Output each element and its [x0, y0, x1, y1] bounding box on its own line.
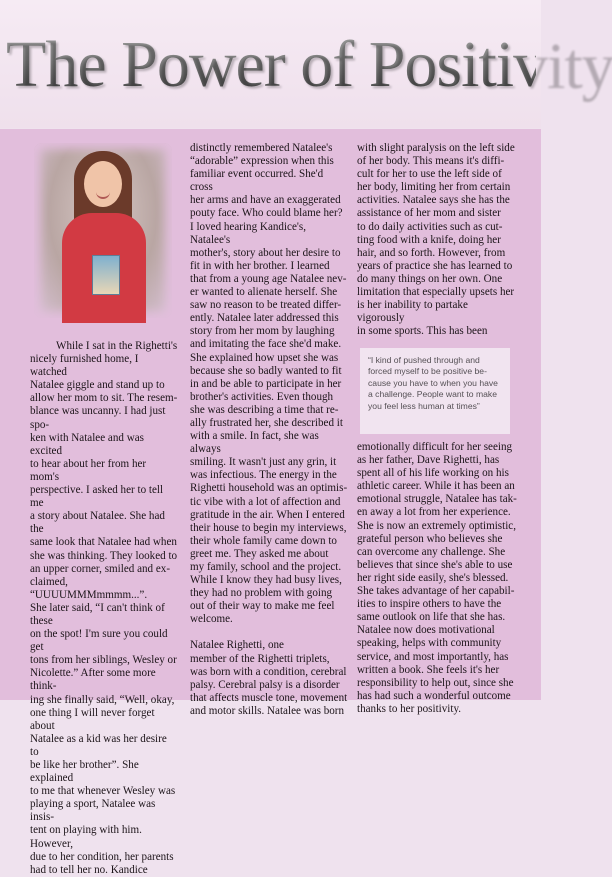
photo-book-shape — [92, 255, 120, 295]
column-2-paragraph-1: distinctly remembered Natalee's “adorable” expression when this familiar event occurred. She'd cross her arms and have an exaggerated pouty face. Who could blame her? I loved hearing Kandice's, Natalee's mother's, story about her desire to fit in with her brother. I learned that from a young age Natalee nev- er wanted to alienate herself. She saw no reason to be treated differ- ently. Natalee later addressed this story from her mom by laughing and imitating the face she'd make. She explained how upset she was because she so badly wanted to fit in and be able to participate in her brother's activities. Even though she was describing a time that re- ally frustrated her, she described it with a smile. In fact, she was always smiling. It wasn't just any grin, it was infectious. The energy in the Righetti household was an optimis- tic vibe with a lot of affection and gratitude in the air. When I entered their house to begin my interviews, their whole family came down to greet me. They asked me about my family, school and the project. While I know they had busy lives, they had no problem with going out of their way to make me feel welcome. — [190, 142, 348, 626]
column-2-paragraph-2: Natalee Righetti, one member of the Righetti triplets, was born with a condition, cerebral palsy. Cerebral palsy is a disorder that affects muscle tone, movement and motor skills. Natalee was born — [190, 639, 348, 717]
column-3-paragraph-1: with slight paralysis on the left side of her body. This means it's diffi- cult for her to use the left side of her body, limiting her from certain activities. Natalee says she has the assistance of her mom and sister to do daily activities such as cut- ting food with a knife, doing her hair, and so forth. However, from years of practice she has learned to do many things on her own. One limitation that especially upsets her is her inability to partake vigorously in some sports. This has been — [357, 142, 515, 338]
article-column-2 — [190, 142, 348, 718]
column-1-paragraph: While I sat in the Righetti's nicely furnished home, I watched Natalee giggle and stand up to allow her mom to sit. The resem- blance was uncanny. I had just spo- ken with Natalee and was excited to hear about her from her mom's perspective. I asked her to tell me a story about Natalee. She had the same look that Natalee had when she was thinking. They looked to an upper corner, smiled and ex- claimed, “UUUUMMMmmmm...”. She later said, “I can't think of these on the spot! I'm sure you could get tons from her siblings, Wesley or Nicolette.” After some more think- ing she finally said, “Well, okay, one thing I will never forget about Natalee as a kid was her desire to be like her brother”. She explained to me that whenever Wesley was playing a sport, Natalee was insis- tent on playing with him. However, due to her condition, her parents had to tell her no. Kandice — [30, 340, 178, 876]
article-column-1 — [30, 340, 178, 877]
column-3-paragraph-2: emotionally difficult for her seeing as her father, Dave Righetti, has spent all of his life working on his athletic career. While it has been an emotional struggle, Natalee has tak- en away a lot from her experience. She is now an extremely optimistic, grateful person who believes she can overcome any challenge. She believes that since she's able to use her right side easily, she's blessed. She takes advantage of her capabil- ities to inspire others to have the same outlook on life that she has. Natalee now does motivational speaking, helps with community service, and most importantly, has written a book. She feels it's her responsibility to help out, since she has had such a wonderful outcome thanks to her positivity. — [357, 441, 517, 715]
pull-quote: “I kind of pushed through and forced myself to be positive be- cause you have to when you have a challenge. People want to make you feel less human at times” — [360, 348, 510, 434]
article-column-3 — [357, 142, 517, 338]
woman-holding-book-photo — [34, 143, 172, 318]
photo-face-shape — [84, 161, 122, 207]
article-title: The Power of Positivity — [6, 20, 536, 110]
article-column-3-continued — [357, 441, 517, 716]
